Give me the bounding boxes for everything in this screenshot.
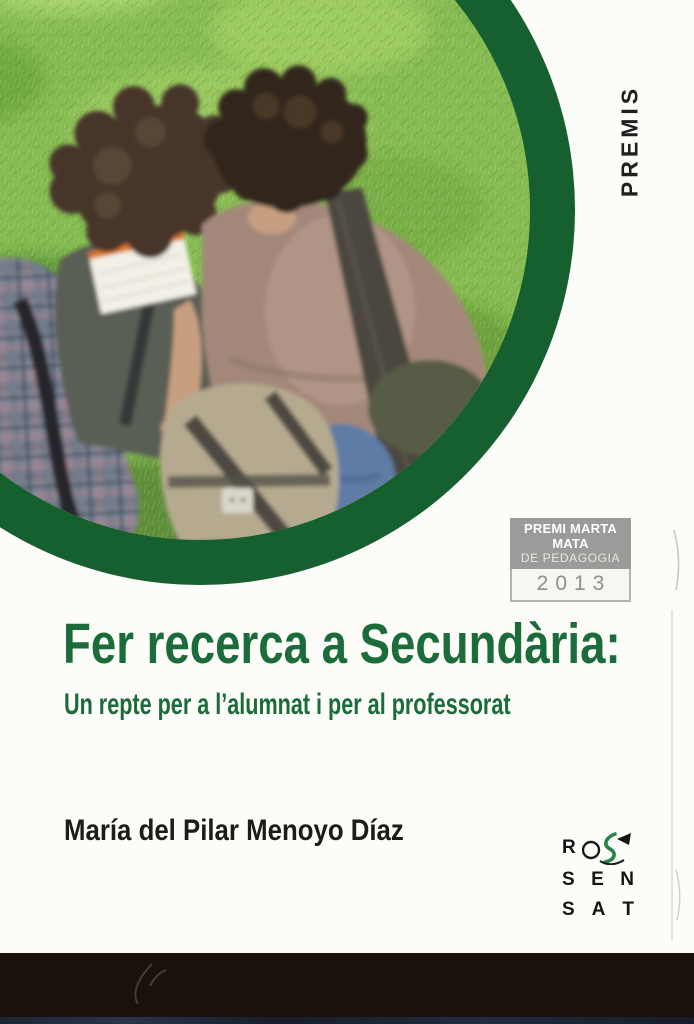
- author-name: María del Pilar Menoyo Díaz: [64, 814, 404, 847]
- award-badge: [510, 518, 631, 602]
- logo-letter-r: R: [562, 837, 576, 858]
- surface-scratch-mark: [120, 956, 180, 1011]
- publisher-logo-row2: [562, 865, 634, 895]
- logo-letter-o-circle: [583, 842, 599, 858]
- background-below-book: [0, 953, 694, 1024]
- logo-letter: N: [620, 869, 634, 890]
- logo-letter: T: [622, 899, 634, 920]
- award-badge-header: [510, 518, 631, 569]
- logo-letter: A: [591, 899, 606, 920]
- table-edge-highlight: [0, 1017, 694, 1024]
- publisher-logo: [562, 831, 634, 925]
- rosa-sensat-s-mark: [582, 831, 636, 865]
- award-category: DE PEDAGOGIA: [520, 550, 621, 565]
- award-year: 2013: [510, 569, 631, 602]
- logo-green-s: [605, 834, 615, 862]
- logo-pennant-triangle: [617, 833, 631, 845]
- publisher-logo-row1: [562, 831, 634, 865]
- award-name: PREMI MARTA MATA: [524, 521, 617, 551]
- logo-letter: S: [562, 869, 575, 890]
- book-subtitle: Un repte per a l’alumnat i per al professorat: [64, 688, 511, 721]
- page-edge-marks: [662, 520, 688, 950]
- logo-letter: E: [591, 869, 604, 890]
- collection-label: PREMIS: [616, 84, 643, 198]
- publisher-logo-row3: [562, 895, 634, 925]
- logo-letter: S: [562, 899, 575, 920]
- book-title: Fer recerca a Secundària:: [63, 612, 621, 676]
